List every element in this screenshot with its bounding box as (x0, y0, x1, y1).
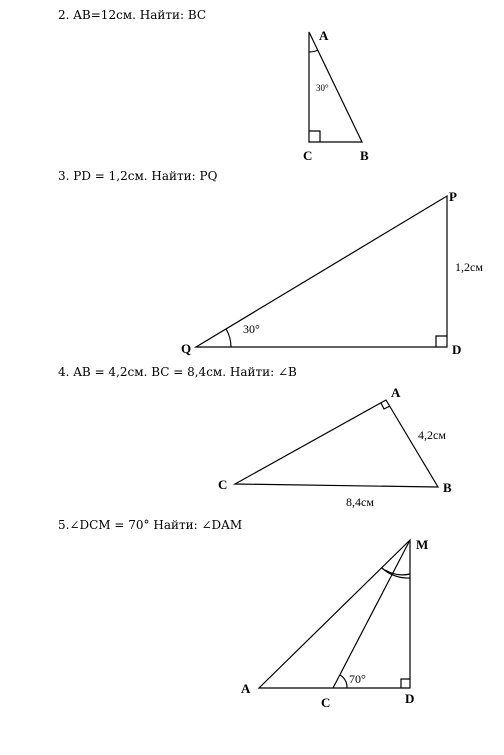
side-label-ab: 4,2см (418, 428, 446, 442)
segment-mc (333, 540, 410, 688)
angle-arc-a (309, 50, 318, 52)
triangle-adm-problem-5 (241, 537, 428, 710)
problem-2-statement: 2. AB=12см. Найти: BC (58, 8, 207, 22)
vertex-label-d: D (452, 342, 462, 357)
vertex-label-c: C (218, 477, 228, 492)
right-angle-mark-c (309, 131, 320, 142)
vertex-label-a: A (319, 28, 329, 43)
triangle-5-shape (259, 540, 410, 688)
vertex-label-q: Q (181, 341, 192, 356)
angle-label-30: 30° (316, 83, 329, 93)
vertex-label-a: A (391, 385, 401, 400)
angle-arc-q (226, 329, 231, 347)
angle-label-30: 30° (243, 322, 260, 336)
right-angle-mark-d (401, 679, 410, 688)
right-angle-mark-d (436, 336, 447, 347)
side-label-bc: 8,4см (346, 495, 374, 509)
problem-5-statement: 5.∠DCM = 70° Найти: ∠DAM (58, 518, 243, 532)
triangle-4-shape (235, 400, 438, 487)
vertex-label-c: C (321, 695, 331, 710)
triangle-3-shape (196, 196, 447, 347)
angle-arc-m-outer (382, 568, 410, 578)
vertex-label-p: P (449, 189, 457, 204)
vertex-label-a: A (241, 681, 251, 696)
triangle-abc-problem-2 (303, 28, 369, 163)
problem-4-statement: 4. AB = 4,2см. BC = 8,4см. Найти: ∠B (58, 365, 297, 379)
vertex-label-c: C (303, 148, 313, 163)
angle-arc-m-inner (385, 570, 410, 575)
triangle-pqd-problem-3 (181, 189, 483, 357)
side-label-pd: 1,2см (455, 260, 483, 274)
angle-arc-c (340, 675, 347, 688)
vertex-label-b: B (443, 480, 452, 495)
vertex-label-m: M (416, 537, 429, 552)
vertex-label-b: B (360, 148, 369, 163)
vertex-label-d: D (405, 691, 415, 706)
problem-3-statement: 3. PD = 1,2см. Найти: PQ (58, 169, 218, 183)
angle-label-70: 70° (349, 672, 366, 686)
triangle-abc-problem-4 (218, 385, 452, 509)
